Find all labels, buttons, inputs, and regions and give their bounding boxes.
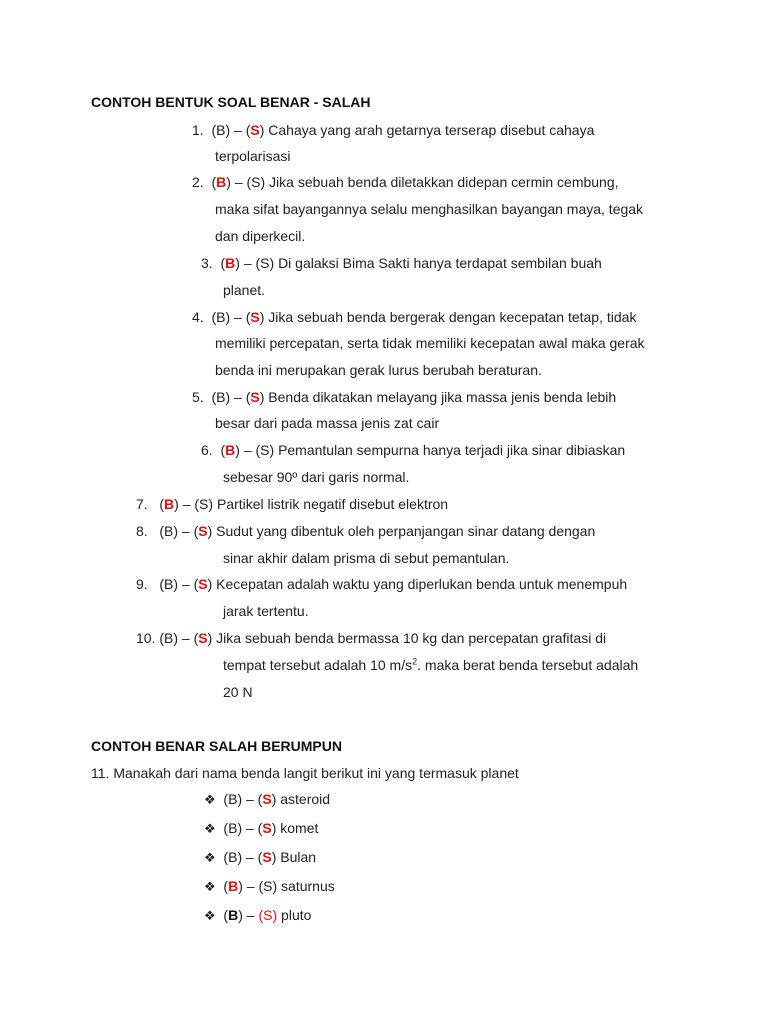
- list-item: 7. (B) – (S) Partikel listrik negatif disebut elektron: [136, 496, 449, 512]
- list-item: 6. (B) – (S) Pemantulan sempurna hanya terjadi jika sinar dibiaskan: [201, 442, 626, 458]
- diamond-bullet-icon: ❖: [204, 850, 216, 865]
- item-text-continuation: planet.: [223, 282, 266, 298]
- option-b: B: [216, 122, 226, 138]
- option-b: B: [164, 630, 174, 646]
- list-item: 2. (B) – (S) Jika sebuah benda diletakkan didepan cermin cembung,: [192, 174, 619, 190]
- answer-b: B: [225, 442, 236, 458]
- item-text-continuation: besar dari pada massa jenis zat cair: [215, 415, 440, 431]
- option-b: B: [164, 576, 174, 592]
- item-text: Benda dikatakan melayang jika massa jenis benda lebih: [268, 389, 617, 405]
- option-b: B: [228, 791, 238, 807]
- option-text: pluto: [281, 907, 312, 923]
- diamond-bullet-icon: ❖: [204, 908, 216, 923]
- item-number: 2.: [192, 174, 204, 190]
- item-text-part: . maka berat benda tersebut adalah: [417, 657, 639, 673]
- answer-s: S: [250, 309, 260, 325]
- item-text-continuation: benda ini merupakan gerak lurus berubah beraturan.: [215, 362, 542, 378]
- item-number: 7.: [136, 496, 148, 512]
- list-item: 4. (B) – (S) Jika sebuah benda bergerak dengan kecepatan tetap, tidak: [192, 309, 637, 325]
- item-text-part: tempat tersebut adalah 10 m/s: [223, 657, 413, 673]
- item-number: 10.: [136, 630, 156, 646]
- item-text-continuation: [223, 656, 638, 674]
- option-b: B: [164, 523, 174, 539]
- diamond-bullet-icon: ❖: [204, 879, 216, 894]
- list-item: 3. (B) – (S) Di galaksi Bima Sakti hanya terdapat sembilan buah: [201, 255, 602, 271]
- item-text-continuation: 20 N: [223, 684, 253, 700]
- item-text-continuation: jarak tertentu.: [223, 603, 309, 619]
- list-item: 5. (B) – (S) Benda dikatakan melayang jika massa jenis benda lebih: [192, 389, 617, 405]
- option-b: B: [216, 309, 226, 325]
- list-item: ❖ (B) – (S) saturnus: [204, 878, 335, 894]
- item-text: Jika sebuah benda diletakkan didepan cermin cembung,: [269, 174, 619, 190]
- item-text-continuation: sebesar 90º dari garis normal.: [223, 469, 410, 485]
- option-text: asteroid: [280, 791, 331, 807]
- option-s: S: [263, 907, 273, 923]
- item-text-continuation: dan diperkecil.: [215, 228, 306, 244]
- option-b: B: [228, 820, 238, 836]
- answer-s: S: [250, 389, 260, 405]
- answer-s: S: [198, 523, 208, 539]
- item-text: Kecepatan adalah waktu yang diperlukan benda untuk menempuh: [216, 576, 628, 592]
- list-item: ❖ (B) – (S) asteroid: [204, 791, 331, 807]
- option-s: S: [251, 174, 261, 190]
- option-b: B: [216, 389, 226, 405]
- item-text: Cahaya yang arah getarnya terserap disebut cahaya: [268, 122, 595, 138]
- item-number: 1.: [192, 122, 204, 138]
- diamond-bullet-icon: ❖: [204, 821, 216, 836]
- item-text: Di galaksi Bima Sakti hanya terdapat sembilan buah: [278, 255, 602, 271]
- question-11: 11. Manakah dari nama benda langit berikut ini yang termasuk planet: [91, 765, 519, 781]
- answer-s: S: [250, 122, 260, 138]
- item-number: 6.: [201, 442, 213, 458]
- answer-b: B: [228, 907, 239, 923]
- answer-b: B: [164, 496, 175, 512]
- item-text: Jika sebuah benda bergerak dengan kecepatan tetap, tidak: [268, 309, 637, 325]
- item-text-continuation: terpolarisasi: [215, 148, 291, 164]
- option-s: S: [263, 878, 273, 894]
- answer-s: S: [198, 630, 208, 646]
- answer-b: B: [228, 878, 239, 894]
- option-s: S: [260, 442, 270, 458]
- option-text: Bulan: [280, 849, 317, 865]
- section-heading-benar-salah: CONTOH BENTUK SOAL BENAR - SALAH: [91, 94, 371, 110]
- option-b: B: [228, 849, 238, 865]
- item-number: 9.: [136, 576, 148, 592]
- list-item: 8. (B) – (S) Sudut yang dibentuk oleh perpanjangan sinar datang dengan: [136, 523, 596, 539]
- item-text-continuation: sinar akhir dalam prisma di sebut pemantulan.: [223, 550, 510, 566]
- item-text: Pemantulan sempurna hanya terjadi jika sinar dibiaskan: [278, 442, 626, 458]
- item-text: Partikel listrik negatif disebut elektron: [216, 496, 449, 512]
- item-number: 5.: [192, 389, 204, 405]
- option-s: S: [199, 496, 209, 512]
- option-s: S: [260, 255, 270, 271]
- item-text-continuation: maka sifat bayangannya selalu menghasilkan bayangan maya, tegak: [215, 201, 644, 217]
- list-item: 9. (B) – (S) Kecepatan adalah waktu yang diperlukan benda untuk menempuh: [136, 576, 628, 592]
- answer-b: B: [225, 255, 236, 271]
- list-item: 10. (B) – (S) Jika sebuah benda bermassa 10 kg dan percepatan grafitasi di: [136, 630, 607, 646]
- item-text-continuation: memiliki percepatan, serta tidak memiliki kecepatan awal maka gerak: [215, 335, 645, 351]
- section-heading-benar-salah-berumpun: CONTOH BENAR SALAH BERUMPUN: [91, 738, 342, 754]
- item-text: Jika sebuah benda bermassa 10 kg dan percepatan grafitasi di: [216, 630, 607, 646]
- list-item: 1. (B) – (S) Cahaya yang arah getarnya terserap disebut cahaya: [192, 122, 595, 138]
- option-text: saturnus: [281, 878, 335, 894]
- answer-s: S: [262, 820, 272, 836]
- answer-s: S: [262, 849, 272, 865]
- item-number: 3.: [201, 255, 213, 271]
- list-item: ❖ (B) – (S) komet: [204, 820, 319, 836]
- list-item: ❖ (B) – (S) Bulan: [204, 849, 317, 865]
- answer-s: S: [198, 576, 208, 592]
- answer-s: S: [262, 791, 272, 807]
- option-s-red: (S): [258, 907, 278, 923]
- option-text: komet: [280, 820, 319, 836]
- diamond-bullet-icon: ❖: [204, 792, 216, 807]
- answer-b: B: [216, 174, 227, 190]
- list-item: ❖ (B) – (S) pluto: [204, 907, 312, 923]
- item-number: 4.: [192, 309, 204, 325]
- item-text: Sudut yang dibentuk oleh perpanjangan sinar datang dengan: [216, 523, 596, 539]
- superscript-exponent: 2: [412, 656, 418, 667]
- item-number: 8.: [136, 523, 148, 539]
